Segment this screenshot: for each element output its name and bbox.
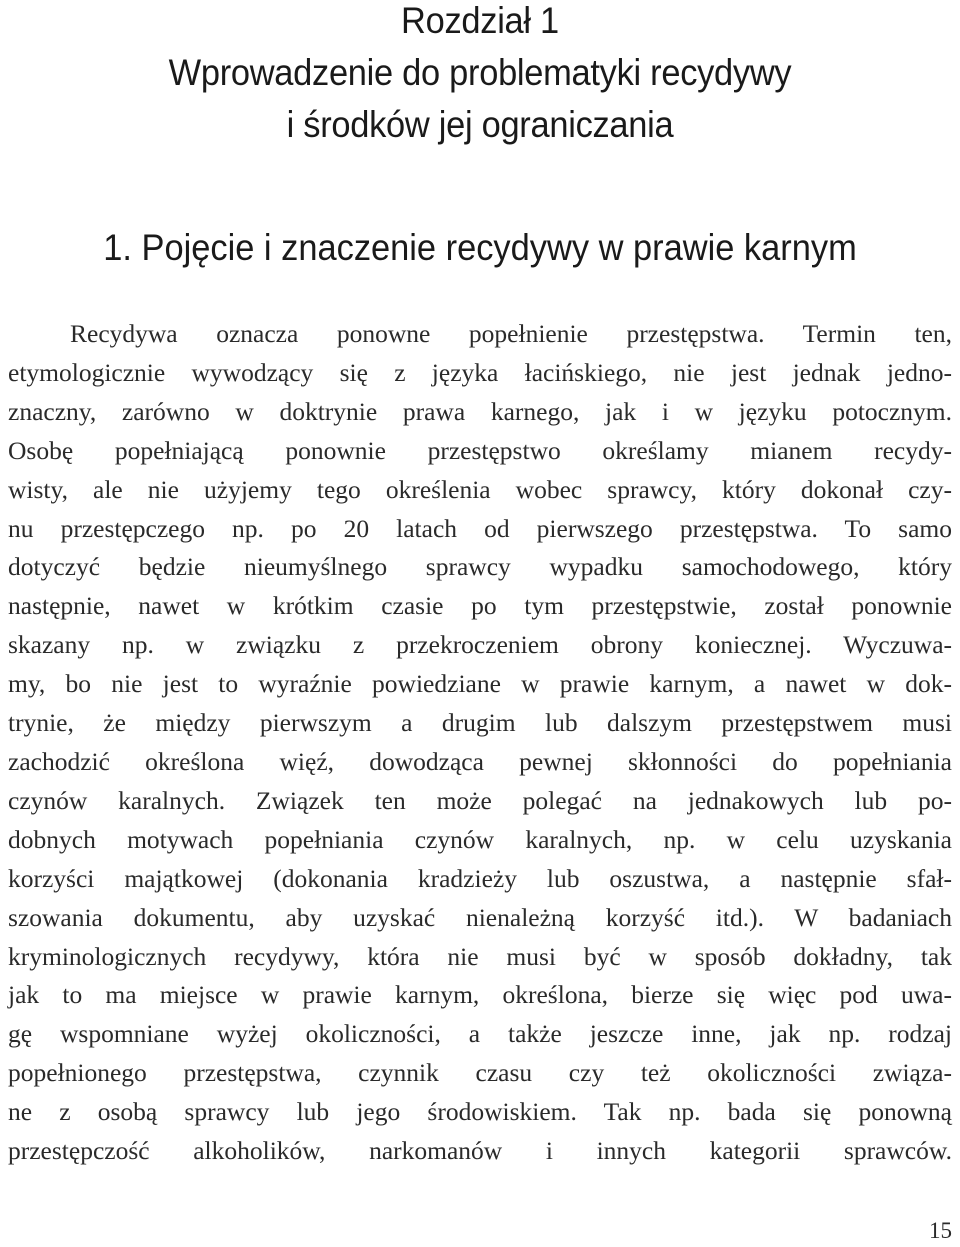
paragraph-line: ne z osobą sprawcy lub jego środowiskiem. Tak np. bada się ponowną bbox=[8, 1097, 952, 1127]
paragraph-line: kryminologicznych recydywy, która nie musi być w sposób dokładny, tak bbox=[8, 941, 952, 971]
paragraph-line: trynie, że między pierwszym a drugim lub dalszym przestępstwem musi bbox=[8, 708, 952, 738]
paragraph-line: znaczny, zarówno w doktrynie prawa karnego, jak i w języku potocznym. bbox=[8, 396, 952, 426]
paragraph-line: popełnionego przestępstwa, czynnik czasu czy też okoliczności związa- bbox=[8, 1058, 952, 1088]
paragraph-line: zachodzić określona więź, dowodząca pewnej skłonności do popełniania bbox=[8, 746, 952, 776]
paragraph-line: jak to ma miejsce w prawie karnym, określona, bierze się więc pod uwa- bbox=[8, 980, 952, 1010]
paragraph-line: czynów karalnych. Związek ten może polegać na jednakowych lub po- bbox=[8, 785, 952, 815]
paragraph-line: korzyści majątkowej (dokonania kradzieży lub oszustwa, a następnie sfał- bbox=[8, 863, 952, 893]
paragraph-line: etymologicznie wywodzący się z języka łacińskiego, nie jest jednak jedno- bbox=[8, 357, 952, 387]
paragraph-line: dobnych motywach popełniania czynów karalnych, np. w celu uzyskania bbox=[8, 824, 952, 854]
page-number: 15 bbox=[929, 1218, 952, 1243]
paragraph-line: szowania dokumentu, aby uzyskać nienależną korzyść itd.). W badaniach bbox=[8, 902, 952, 932]
chapter-title-line-3: i środków jej ograniczania bbox=[286, 104, 674, 145]
chapter-title-line-1: Rozdział 1 bbox=[401, 0, 559, 41]
paragraph-line: skazany np. w związku z przekroczeniem obrony koniecznej. Wyczuwa- bbox=[8, 630, 952, 660]
paragraph-line: Osobę popełniającą ponownie przestępstwo określamy mianem recydy- bbox=[8, 435, 952, 465]
chapter-heading bbox=[34, 0, 927, 151]
paragraph-line: nu przestępczego np. po 20 latach od pierwszego przestępstwa. To samo bbox=[8, 513, 952, 543]
paragraph-line: dotyczyć będzie nieumyślnego sprawcy wypadku samochodowego, który bbox=[8, 552, 952, 582]
paragraph-line: następnie, nawet w krótkim czasie po tym przestępstwie, został ponownie bbox=[8, 591, 952, 621]
paragraph-line: przestępczość alkoholików, narkomanów i innych kategorii sprawców. bbox=[8, 1136, 952, 1166]
chapter-title-line-2: Wprowadzenie do problematyki recydywy bbox=[168, 52, 792, 93]
paragraph-line: Recydywa oznacza ponowne popełnienie przestępstwa. Termin ten, bbox=[70, 319, 952, 348]
paragraph-line: wisty, ale nie użyjemy tego określenia wobec sprawcy, który dokonał czy- bbox=[8, 474, 952, 504]
section-heading: 1. Pojęcie i znaczenie recydywy w prawie karnym bbox=[103, 227, 857, 268]
body-paragraph bbox=[8, 315, 952, 1171]
paragraph-line: my, bo nie jest to wyraźnie powiedziane w prawie karnym, a nawet w dok- bbox=[8, 669, 952, 699]
paragraph-line: gę wspomniane wyżej okoliczności, a także jeszcze inne, jak np. rodzaj bbox=[8, 1019, 952, 1049]
